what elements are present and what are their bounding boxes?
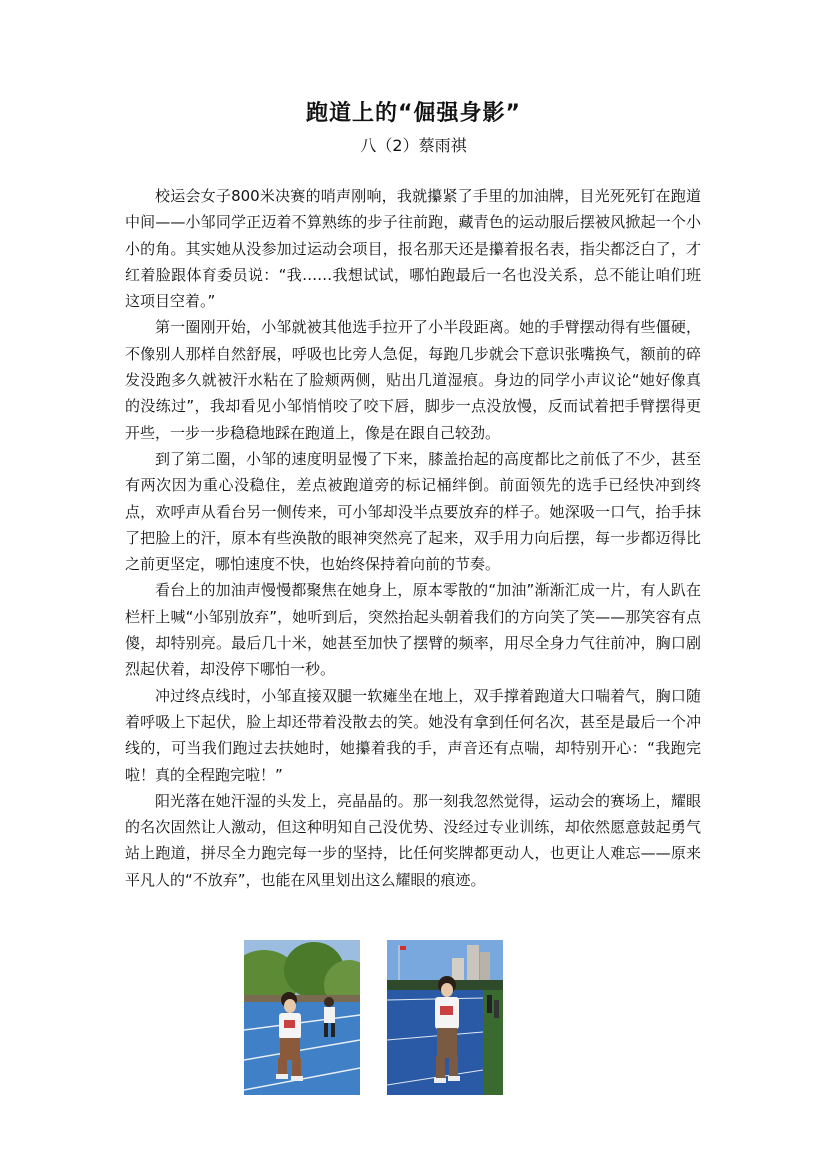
paragraph: 第一圈刚开始，小邹就被其他选手拉开了小半段距离。她的手臂摆动得有些僵硬，不像别人那样自然舒展，呼吸也比旁人急促，每跑几步就会下意识张嘴换气，额前的碎发没跑多久就被汗水粘在了脸颊两侧，贴出几道湿痕。身边的同学小声议论“她好像真的没练过”，我却看见小邹悄悄咬了咬下唇，脚步一点没放慢，反而试着把手臂摆得更开些，一步一步稳稳地踩在跑道上，像是在跟自己较劲。 <box>125 318 701 442</box>
article-body <box>125 183 701 893</box>
paragraph: 冲过终点线时，小邹直接双腿一软瘫坐在地上，双手撑着跑道大口喘着气，胸口随着呼吸上下起伏，脸上却还带着没散去的笑。她没有拿到任何名次，甚至是最后一个冲线的，可当我们跑过去扶她时，她攥着我的手，声音还有点喘，却特别开心：“我跑完啦！真的全程跑完啦！” <box>125 686 701 784</box>
article-title: 跑道上的“倔强身影” <box>306 101 521 126</box>
runner-photo-1 <box>244 940 360 1095</box>
paragraph: 校运会女子800米决赛的哨声刚响，我就攥紧了手里的加油牌，目光死死钉在跑道中间——小邹同学正迈着不算熟练的步子往前跑，藏青色的运动服后摆被风掀起一个小小的角。其实她从没参加过运动会项目，报名那天还是攥着报名表，指尖都泛白了，才红着脸跟体育委员说：“我……我想试试，哪怕跑最后一名也没关系，总不能让咱们班这项目空着。” <box>125 187 701 311</box>
runner-photo-2 <box>387 940 503 1095</box>
article-author: 八（2）蔡雨祺 <box>360 136 467 155</box>
paragraph: 阳光落在她汗湿的头发上，亮晶晶的。那一刻我忽然觉得，运动会的赛场上，耀眼的名次固然让人激动，但这种明知自己没优势、没经过专业训练，却依然愿意鼓起勇气站上跑道，拼尽全力跑完每一步的坚持，比任何奖牌都更动人，也更让人难忘——原来平凡人的“不放弃”，也能在风里划出这么耀眼的痕迹。 <box>125 791 701 889</box>
paragraph: 到了第二圈，小邹的速度明显慢了下来，膝盖抬起的高度都比之前低了不少，甚至有两次因为重心没稳住，差点被跑道旁的标记桶绊倒。前面领先的选手已经快冲到终点，欢呼声从看台另一侧传来，可小邹却没半点要放弃的样子。她深吸一口气，抬手抹了把脸上的汗，原本有些涣散的眼神突然亮了起来，双手用力向后摆，每一步都迈得比之前更坚定，哪怕速度不快，也始终保持着向前的节奏。 <box>125 449 701 574</box>
paragraph: 看台上的加油声慢慢都聚焦在她身上，原本零散的“加油”渐渐汇成一片，有人趴在栏杆上喊“小邹别放弃”，她听到后，突然抬起头朝着我们的方向笑了笑——那笑容有点傻，却特别亮。最后几十米，她甚至加快了摆臂的频率，用尽全身力气往前冲，胸口剧烈起伏着，却没停下哪怕一秒。 <box>125 581 701 679</box>
